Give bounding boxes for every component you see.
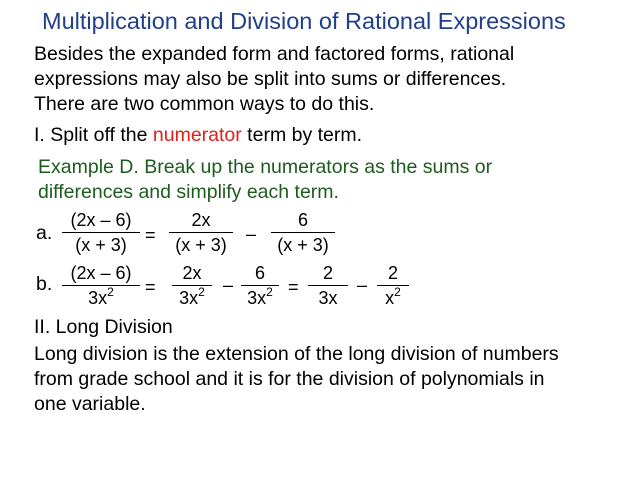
example-line-1: Example D. Break up the numerators as the sums or	[38, 156, 493, 178]
part-b-term-4	[377, 263, 409, 308]
part-b-lhs-denominator: $3x^2$	[88, 285, 114, 308]
part-b-minus-2: –	[357, 275, 368, 295]
part-b-equals-2: =	[288, 277, 299, 297]
part-b-term-2	[241, 263, 279, 308]
part-b-term-1-denominator: $3x^2$	[179, 285, 205, 308]
part-a-label: a.	[36, 222, 53, 244]
numerator-highlight: numerator	[152, 124, 242, 146]
part-b-equals-1: =	[145, 277, 156, 297]
method-2-line-1: Long division is the extension of the long division of numbers	[34, 343, 559, 365]
intro-line-1: Besides the expanded form and factored forms, rational	[34, 43, 515, 65]
method-1-suffix: term by term.	[241, 124, 363, 146]
part-b-term-1	[172, 263, 212, 308]
method-1-heading	[34, 123, 362, 148]
part-b-term-3-denominator: 3x	[318, 288, 338, 308]
part-b-term-3	[308, 263, 348, 308]
part-b-minus-1: –	[223, 275, 234, 295]
part-b-term-2-denominator: $3x^2$	[247, 285, 273, 308]
part-a-term-1	[169, 210, 233, 255]
part-a-term-2-numerator: 6	[297, 210, 308, 230]
method-1-prefix: I. Split off the	[34, 124, 153, 146]
intro-line-3: There are two common ways to do this.	[34, 93, 375, 115]
part-b-label: b.	[36, 273, 53, 295]
part-a-term-2-denominator: (x + 3)	[277, 235, 329, 255]
part-a-lhs-fraction	[62, 210, 140, 255]
slide-title: Multiplication and Division of Rational Expressions	[42, 8, 566, 34]
part-a-term-1-numerator: 2x	[191, 210, 211, 230]
part-a-term-1-denominator: (x + 3)	[175, 235, 227, 255]
part-a-minus: –	[246, 224, 257, 244]
part-b-term-1-numerator: 2x	[182, 263, 202, 283]
method-2-line-3: one variable.	[34, 393, 146, 415]
part-a-lhs-numerator: (2x – 6)	[70, 210, 132, 230]
part-a-term-2	[271, 210, 335, 255]
part-a-lhs-denominator: (x + 3)	[75, 235, 127, 255]
part-b-term-4-denominator: $x^2$	[385, 285, 401, 308]
part-b-term-2-numerator: 6	[254, 263, 265, 283]
part-a-equals: =	[145, 225, 156, 245]
method-2-heading: II. Long Division	[34, 316, 173, 338]
intro-line-2: expressions may also be split into sums or differences.	[34, 68, 507, 90]
part-b-lhs-numerator: (2x – 6)	[70, 263, 132, 283]
part-b-term-3-numerator: 2	[322, 263, 333, 283]
part-b-lhs-fraction	[62, 263, 140, 308]
part-b-term-4-numerator: 2	[387, 263, 398, 283]
method-2-line-2: from grade school and it is for the division of polynomials in	[34, 368, 545, 390]
example-line-2: differences and simplify each term.	[38, 181, 339, 203]
